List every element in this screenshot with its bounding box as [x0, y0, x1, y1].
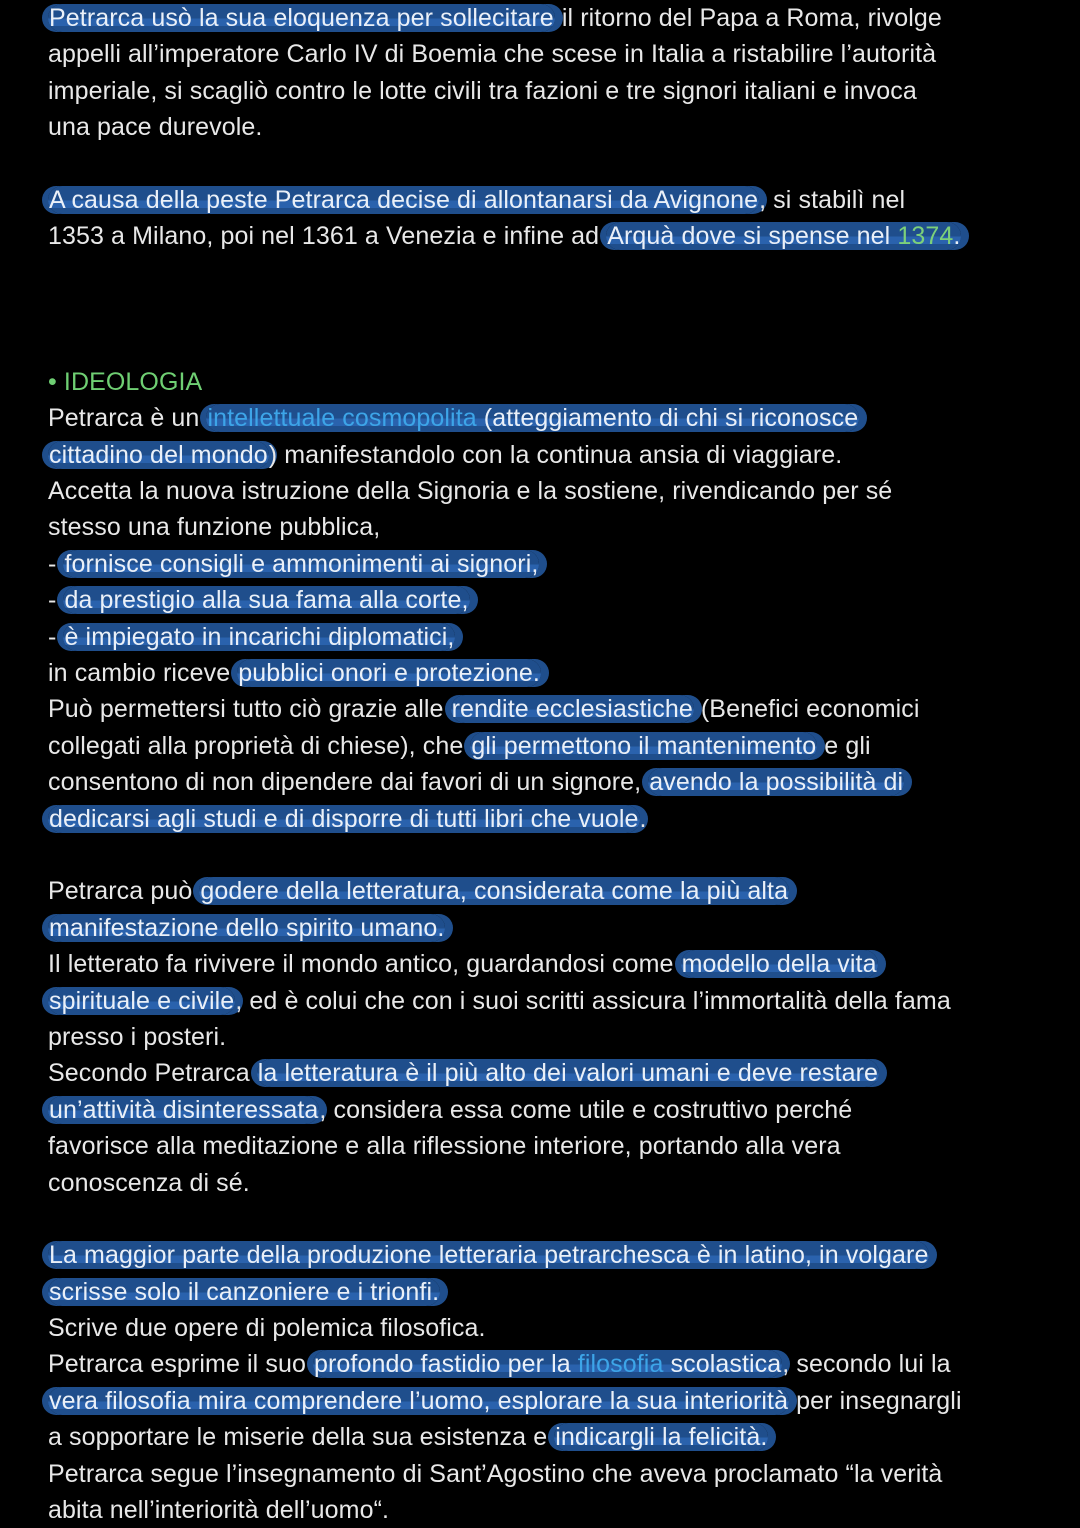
blank-line: [48, 837, 1058, 873]
highlighted-segment: Arquà dove si spense nel: [607, 222, 898, 251]
highlighted-segment: .: [953, 222, 961, 251]
plain-text: Petrarca può: [48, 877, 200, 906]
plain-text: .: [639, 804, 647, 833]
blank-line: [48, 146, 1058, 182]
plain-text: in cambio riceve: [48, 659, 238, 688]
blank-line: [48, 255, 1058, 291]
text-line: [48, 400, 1058, 436]
highlighted-text: [206, 404, 859, 432]
blank-line: [48, 328, 1058, 364]
text-line: appelli all’imperatore Carlo IV di Boemia che scese in Italia a ristabilire l’autorità: [48, 40, 937, 69]
highlighted-text: dedicarsi agli studi e di disporre di tutti libri che vuole: [49, 804, 639, 833]
highlighted-text: scrisse solo il canzoniere e i trionfi.: [49, 1277, 440, 1306]
text-line: [48, 1419, 1058, 1455]
highlighted-text: indicargli la felicità.: [555, 1423, 768, 1452]
text-line: una pace durevole.: [48, 113, 263, 142]
plain-text: (Benefici economici: [693, 695, 920, 724]
text-line: imperiale, si scagliò contro le lotte civili tra fazioni e tre signori italiani e invoca: [48, 76, 917, 105]
text-line: [48, 1055, 1058, 1091]
highlighted-text: è impiegato in incarichi diplomatici,: [64, 622, 455, 651]
plain-text: Petrarca è un: [48, 404, 207, 433]
text-line: favorisce alla meditazione e alla riflessione interiore, portando alla vera: [48, 1132, 841, 1161]
plain-text: , considera essa come utile e costruttivo perché: [319, 1095, 853, 1124]
plain-text: 1353 a Milano, poi nel 1361 a Venezia e infine ad: [48, 222, 607, 251]
plain-text: il ritorno del Papa a Roma, rivolge: [554, 4, 942, 32]
highlighted-text: la letteratura è il più alto dei valori umani e deve restare: [257, 1059, 879, 1088]
text-line: [48, 946, 1058, 982]
text-line: [48, 691, 1058, 727]
blank-line: [48, 291, 1058, 327]
text-line: stesso una funzione pubblica,: [48, 513, 381, 542]
text-line: [48, 1383, 1058, 1419]
plain-text: , si stabilì nel: [759, 185, 906, 214]
highlighted-text: avendo la possibilità di: [649, 768, 904, 797]
highlighted-text: gli permettono il mantenimento: [471, 731, 817, 760]
plain-text: , ed è colui che con i suoi scritti assicura l’immortalità della fama: [235, 986, 951, 1015]
text-line: [48, 437, 1058, 473]
text-line: presso i posteri.: [48, 1022, 227, 1051]
text-line: [48, 983, 1058, 1019]
plain-text: Petrarca esprime il suo: [48, 1350, 313, 1379]
highlighted-text: un’attività disinteressata: [49, 1095, 319, 1124]
section-heading: • IDEOLOGIA: [48, 367, 203, 396]
plain-text: per insegnargli: [789, 1386, 962, 1415]
highlighted-segment: filosofia: [577, 1350, 664, 1379]
list-item: [48, 619, 1058, 655]
highlighted-segment: intellettuale cosmopolita: [207, 404, 477, 433]
highlighted-text: La maggior parte della produzione letteraria petrarchesca è in latino, in volgare: [49, 1241, 929, 1270]
highlighted-text: spirituale e civile: [49, 986, 235, 1015]
highlighted-text: Petrarca usò la sua eloquenza per sollecitare: [49, 4, 554, 32]
text-line: [48, 655, 1058, 691]
text-line: [48, 1237, 1058, 1273]
highlighted-text: modello della vita: [681, 950, 877, 979]
highlighted-text: A causa della peste Petrarca decise di allontanarsi da Avignone: [49, 185, 759, 214]
highlighted-text: [606, 222, 961, 250]
note-document: [48, 0, 1058, 1528]
plain-text: Può permettersi tutto ciò grazie alle: [48, 695, 451, 724]
highlighted-segment: scolastica: [663, 1350, 782, 1379]
plain-text: a sopportare le miserie della sua esistenza e: [48, 1423, 555, 1452]
highlighted-text: [313, 1350, 782, 1378]
list-dash: -: [48, 622, 64, 651]
text-line: conoscenza di sé.: [48, 1168, 250, 1197]
highlighted-text: rendite ecclesiastiche: [451, 695, 693, 724]
list-dash: -: [48, 586, 64, 615]
text-line: [48, 764, 1058, 800]
text-line: Accetta la nuova istruzione della Signoria e la sostiene, rivendicando per sé: [48, 477, 893, 506]
plain-text: e gli: [817, 731, 871, 760]
highlighted-text: vera filosofia mira comprendere l’uomo, esplorare la sua interiorità: [49, 1386, 789, 1415]
year-text: 1374: [897, 222, 954, 251]
text-line: abita nell’interiorità dell’uomo“.: [48, 1496, 390, 1525]
highlighted-segment: (atteggiamento di chi si riconosce: [476, 404, 859, 433]
highlighted-text: fornisce consigli e ammonimenti ai signori,: [64, 549, 539, 578]
plain-text: Il letterato fa rivivere il mondo antico, guardandosi come: [48, 950, 681, 979]
highlighted-text: cittadino del mondo: [49, 440, 268, 469]
text-line: [48, 182, 1058, 218]
list-dash: -: [48, 549, 64, 578]
list-item: [48, 582, 1058, 618]
plain-text: ) manifestandolo con la continua ansia di viaggiare.: [268, 440, 843, 469]
text-line: [48, 728, 1058, 764]
text-line: [48, 0, 1058, 36]
highlighted-segment: profondo fastidio per la: [314, 1350, 578, 1379]
blank-line: [48, 1201, 1058, 1237]
plain-text: collegati alla proprietà di chiese), che: [48, 731, 471, 760]
highlighted-text: pubblici onori e protezione.: [238, 659, 540, 688]
text-line: [48, 1346, 1058, 1382]
plain-text: Secondo Petrarca: [48, 1059, 257, 1088]
text-line: [48, 1092, 1058, 1128]
list-item: [48, 546, 1058, 582]
plain-text: , secondo lui la: [782, 1350, 951, 1379]
highlighted-text: godere della letteratura, considerata come la più alta: [200, 877, 789, 906]
text-line: [48, 1274, 1058, 1310]
text-line: [48, 218, 1058, 254]
text-line: [48, 801, 1058, 837]
text-line: [48, 910, 1058, 946]
plain-text: consentono di non dipendere dai favori di un signore,: [48, 768, 649, 797]
text-line: Petrarca segue l’insegnamento di Sant’Agostino che aveva proclamato “la verità: [48, 1459, 943, 1488]
highlighted-text: manifestazione dello spirito umano.: [49, 913, 445, 942]
text-line: Scrive due opere di polemica filosofica.: [48, 1314, 486, 1343]
highlighted-text: da prestigio alla sua fama alla corte,: [64, 586, 469, 615]
text-line: [48, 873, 1058, 909]
